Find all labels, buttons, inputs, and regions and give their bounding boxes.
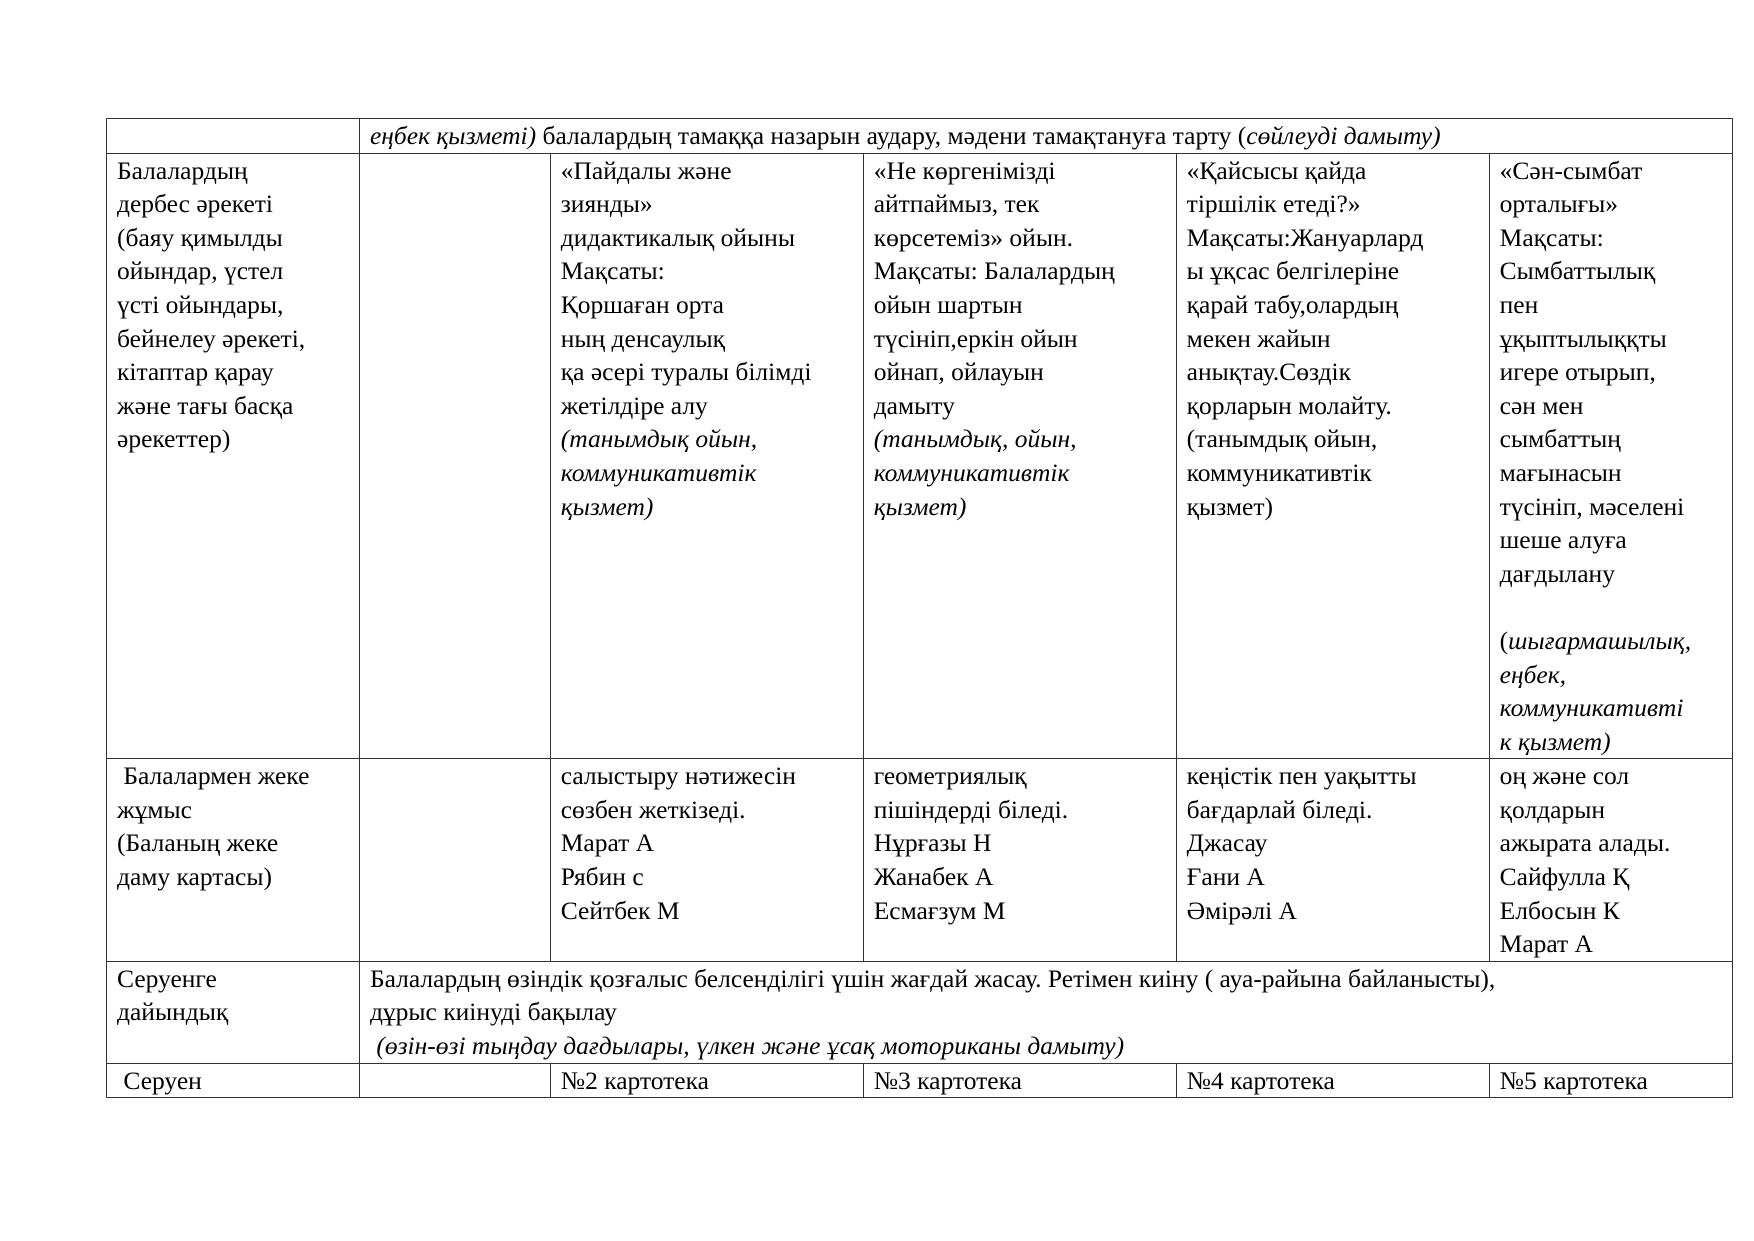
cell-line: бағдарлай біледі. bbox=[1186, 794, 1373, 824]
daily-plan-table bbox=[106, 118, 1733, 1098]
cell-line: Балалардың өзіндік қозғалыс белсенділігі үшін жағдай жасау. Ретімен киіну ( ауа-райына байланысты), bbox=[369, 963, 1496, 993]
cell-line: орталығы» bbox=[1499, 189, 1619, 219]
cell-line: қарай табу,олардың bbox=[1186, 289, 1399, 319]
cell-line: көрсетеміз» ойын. bbox=[873, 222, 1073, 252]
individual-friday-cell bbox=[1489, 759, 1732, 962]
cell-line: сән мен bbox=[1499, 390, 1584, 420]
cell-line: анықтау.Сөздік bbox=[1186, 357, 1352, 387]
table-row-individual-work bbox=[107, 759, 1733, 962]
independent-activity-label bbox=[107, 153, 360, 759]
cell-line-mixed bbox=[1500, 624, 1724, 658]
empty-label-cell bbox=[107, 119, 360, 154]
cell-line-italic: коммуникативтік bbox=[873, 457, 1070, 487]
cell-line: мағынасын bbox=[1499, 457, 1622, 487]
table-row-continuation bbox=[107, 119, 1733, 154]
independent-tuesday-cell bbox=[550, 153, 863, 759]
label-line: әрекеттер) bbox=[117, 424, 231, 454]
label-line: Серуенге bbox=[117, 963, 217, 993]
cell-line: мекен жайын bbox=[1186, 323, 1331, 353]
cell-line: №2 картотека bbox=[560, 1065, 709, 1095]
cell-line: Сайфулла Қ bbox=[1499, 862, 1630, 892]
walk-preparation-text-cell bbox=[359, 961, 1732, 1063]
cell-line: дағдылану bbox=[1499, 558, 1615, 588]
cell-line: игере отырып, bbox=[1499, 357, 1656, 387]
cell-line: «Не көргенімізді bbox=[873, 155, 1056, 185]
cell-line: дамыту bbox=[873, 390, 955, 420]
cell-line: Рябин с bbox=[560, 862, 644, 892]
cell-line: дұрыс киінуді бақылау bbox=[369, 997, 617, 1027]
table-row-walk-preparation bbox=[107, 961, 1733, 1063]
cell-line: оң және сол bbox=[1499, 761, 1630, 791]
individual-work-label bbox=[107, 759, 360, 962]
independent-wednesday-cell bbox=[863, 153, 1176, 759]
cell-line: Елбосын К bbox=[1499, 895, 1620, 925]
cell-line: шеше алуға bbox=[1499, 525, 1627, 555]
cell-line: коммуникативтік bbox=[1186, 457, 1372, 487]
cell-line: дидактикалық ойыны bbox=[560, 222, 795, 252]
paren: ( bbox=[1499, 625, 1509, 655]
cell-line: «Қайсысы қайда bbox=[1186, 155, 1367, 185]
cell-line: пен bbox=[1499, 289, 1539, 319]
cell-line-italic: еңбек, bbox=[1499, 659, 1567, 689]
continuation-text: балалардың тамаққа назарын аудару, мәдени тамақтануға тарту ( bbox=[536, 121, 1247, 150]
cell-line: Джасау bbox=[1186, 828, 1268, 858]
cell-line: №3 картотека bbox=[873, 1065, 1022, 1095]
cell-line: геометриялық bbox=[873, 761, 1027, 791]
cell-line-italic: (танымдық, ойын, bbox=[873, 424, 1077, 454]
cell-line: салыстыру нәтижесін bbox=[560, 761, 796, 791]
cell-line: сөзбен жеткізеді. bbox=[560, 794, 746, 824]
cell-line: зиянды» bbox=[560, 189, 653, 219]
continuation-cell bbox=[359, 119, 1732, 154]
label-line: даму картасы) bbox=[117, 862, 273, 892]
italic-text: шығармашылық, bbox=[1508, 625, 1692, 655]
walk-label bbox=[107, 1063, 360, 1098]
cell-line: №5 картотека bbox=[1499, 1065, 1648, 1095]
cell-line: Жанабек А bbox=[873, 862, 994, 892]
cell-line-italic: к қызмет) bbox=[1499, 726, 1611, 756]
label-line: кітаптар қарау bbox=[117, 357, 274, 387]
cell-line: «Пайдалы және bbox=[560, 155, 732, 185]
cell-line: Есмағзум М bbox=[873, 895, 1006, 925]
cell-line-italic: қызмет) bbox=[560, 491, 654, 521]
cell-line: кеңістік пен уақытты bbox=[1186, 761, 1417, 791]
cell-line-italic: (өзін-өзі тыңдау дағдылары, үлкен және ұсақ моториканы дамыту) bbox=[369, 1031, 1125, 1061]
cell-line: Нұрғазы Н bbox=[873, 828, 992, 858]
label-line: ойындар, үстел bbox=[117, 256, 284, 286]
cell-line: №4 картотека bbox=[1186, 1065, 1335, 1095]
cell-line: ойнап, ойлауын bbox=[873, 357, 1044, 387]
cell-line: ның денсаулық bbox=[560, 323, 726, 353]
individual-thursday-cell bbox=[1176, 759, 1489, 962]
label-line: жұмыс bbox=[117, 794, 192, 824]
cell-line-italic: қызмет) bbox=[873, 491, 967, 521]
cell-line: ойын шартын bbox=[873, 289, 1023, 319]
cell-line: Марат А bbox=[560, 828, 655, 858]
cell-line-italic: коммуникативтік bbox=[560, 457, 757, 487]
label-line: Балалардың bbox=[117, 155, 248, 185]
cell-line-italic: (танымдық ойын, bbox=[560, 424, 758, 454]
label-line: және тағы басқа bbox=[117, 390, 294, 420]
label-line: дайындық bbox=[117, 997, 229, 1027]
cell-line-italic: коммуникативті bbox=[1499, 693, 1684, 723]
empty-monday-cell bbox=[359, 759, 550, 962]
cell-line: сымбаттың bbox=[1499, 424, 1621, 454]
walk-tuesday-cell bbox=[550, 1063, 863, 1098]
cell-line: Мақсаты: bbox=[560, 256, 665, 286]
label-line: (баяу қимылды bbox=[117, 222, 283, 252]
continuation-italic-tail: сөйлеуді дамыту) bbox=[1246, 121, 1441, 150]
independent-thursday-cell bbox=[1176, 153, 1489, 759]
label-line: Балалармен жеке bbox=[117, 761, 310, 791]
table-row-walk bbox=[107, 1063, 1733, 1098]
cell-line: Ғани А bbox=[1186, 862, 1265, 892]
label-line: дербес әрекеті bbox=[117, 189, 274, 219]
individual-tuesday-cell bbox=[550, 759, 863, 962]
cell-line: түсініп, мәселені bbox=[1499, 491, 1685, 521]
cell-line: Қоршаған орта bbox=[560, 289, 724, 319]
label-line: (Баланың жеке bbox=[117, 828, 279, 858]
cell-line: Әмірәлі А bbox=[1186, 895, 1297, 925]
individual-wednesday-cell bbox=[863, 759, 1176, 962]
table-row-independent-activity bbox=[107, 153, 1733, 759]
label-line: Серуен bbox=[117, 1065, 202, 1095]
empty-monday-cell bbox=[359, 1063, 550, 1098]
cell-line: қа әсері туралы білімді bbox=[560, 357, 812, 387]
cell-line: (танымдық ойын, bbox=[1186, 424, 1378, 454]
cell-line: тіршілік етеді?» bbox=[1186, 189, 1361, 219]
label-line: үсті ойындары, bbox=[117, 289, 284, 319]
cell-line: ажырата алады. bbox=[1499, 828, 1671, 858]
continuation-italic-lead: еңбек қызметі) bbox=[369, 121, 537, 150]
cell-line: ұқыптылыққты bbox=[1499, 323, 1667, 353]
walk-preparation-label bbox=[107, 961, 360, 1063]
empty-monday-cell bbox=[359, 153, 550, 759]
walk-friday-cell bbox=[1489, 1063, 1732, 1098]
label-line: бейнелеу әрекеті, bbox=[117, 323, 306, 353]
cell-line: Марат А bbox=[1499, 929, 1593, 959]
walk-wednesday-cell bbox=[863, 1063, 1176, 1098]
cell-line: айтпаймыз, тек bbox=[873, 189, 1040, 219]
independent-friday-cell bbox=[1489, 153, 1732, 759]
cell-line: жетілдіре алу bbox=[560, 390, 708, 420]
cell-line: қорларын молайту. bbox=[1186, 390, 1392, 420]
cell-line: ы ұқсас белгілеріне bbox=[1186, 256, 1400, 286]
cell-line: Мақсаты: bbox=[1499, 222, 1604, 252]
cell-line: қызмет) bbox=[1186, 491, 1273, 521]
walk-thursday-cell bbox=[1176, 1063, 1489, 1098]
cell-line: Сейтбек М bbox=[560, 895, 680, 925]
cell-line: Сымбаттылық bbox=[1499, 256, 1656, 286]
cell-line: түсініп,еркін ойын bbox=[873, 323, 1078, 353]
cell-line: Мақсаты:Жануарлард bbox=[1186, 222, 1424, 252]
cell-line: «Сән-сымбат bbox=[1499, 155, 1643, 185]
blank-line bbox=[1500, 590, 1724, 624]
cell-line: пішіндерді біледі. bbox=[873, 794, 1069, 824]
cell-line: Мақсаты: Балалардың bbox=[873, 256, 1115, 286]
cell-line: қолдарын bbox=[1499, 794, 1605, 824]
